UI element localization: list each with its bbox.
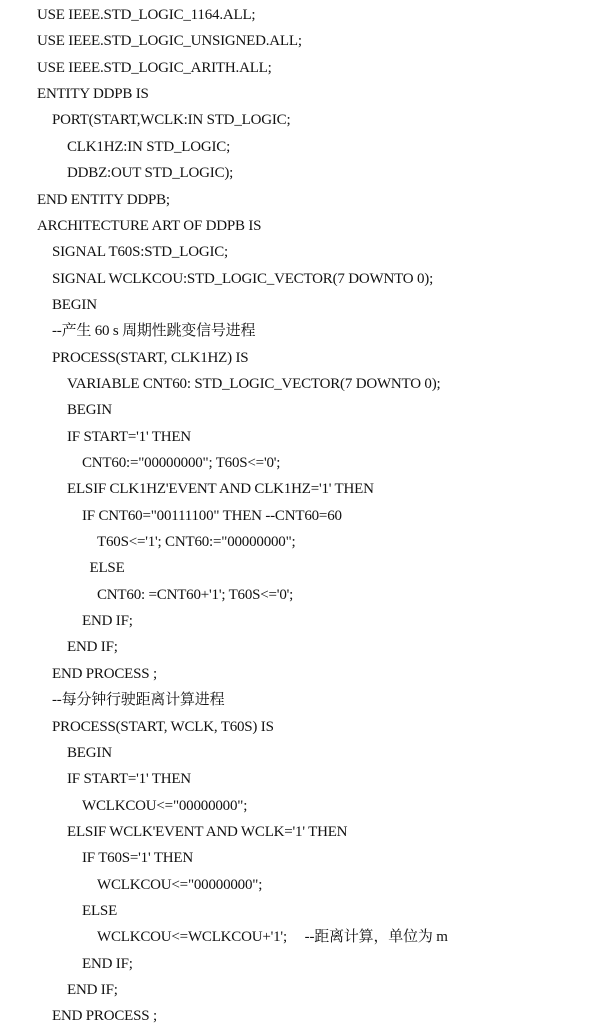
code-line: USE IEEE.STD_LOGIC_UNSIGNED.ALL; bbox=[37, 33, 302, 50]
code-line: ELSIF CLK1HZ'EVENT AND CLK1HZ='1' THEN bbox=[67, 481, 374, 498]
code-line: ELSE bbox=[89, 560, 125, 577]
code-line: IF T60S='1' THEN bbox=[82, 850, 193, 867]
code-line: END IF; bbox=[67, 639, 118, 656]
code-line: CNT60:="00000000"; T60S<='0'; bbox=[82, 455, 281, 471]
code-line: END PROCESS ; bbox=[52, 665, 157, 682]
code-line: VARIABLE CNT60: STD_LOGIC_VECTOR(7 DOWNTO 0); bbox=[67, 375, 441, 392]
code-line: END IF; bbox=[82, 613, 133, 630]
code-line: T60S<='1'; CNT60:="00000000"; bbox=[97, 534, 296, 550]
code-line: ENTITY DDPB IS bbox=[37, 86, 149, 103]
code-line: ELSIF WCLK'EVENT AND WCLK='1' THEN bbox=[67, 823, 348, 840]
code-line: --产生 60 s 周期性跳变信号进程 bbox=[52, 323, 256, 340]
code-line: END PROCESS ; bbox=[52, 1008, 157, 1025]
code-line: --每分钟行驶距离计算进程 bbox=[52, 692, 225, 709]
code-line: CNT60: =CNT60+'1'; T60S<='0'; bbox=[97, 586, 294, 603]
code-line: PROCESS(START, WCLK, T60S) IS bbox=[52, 718, 274, 735]
code-line: END IF; bbox=[67, 982, 118, 998]
code-line: PORT(START,WCLK:IN STD_LOGIC; bbox=[52, 112, 291, 129]
code-line: WCLKCOU<="00000000"; bbox=[97, 876, 263, 893]
code-line: ELSE bbox=[82, 902, 118, 919]
code-line: BEGIN bbox=[67, 744, 112, 761]
code-line: SIGNAL WCLKCOU:STD_LOGIC_VECTOR(7 DOWNTO 0); bbox=[52, 270, 434, 287]
code-line: WCLKCOU<="00000000"; bbox=[82, 797, 248, 814]
code-line: DDBZ:OUT STD_LOGIC); bbox=[67, 165, 234, 182]
code-line: IF START='1' THEN bbox=[67, 428, 191, 445]
code-line: USE IEEE.STD_LOGIC_1164.ALL; bbox=[37, 7, 256, 23]
code-line: END IF; bbox=[82, 955, 133, 972]
code-line: WCLKCOU<=WCLKCOU+'1'; --距离计算，单位为 m bbox=[97, 929, 448, 946]
code-line: USE IEEE.STD_LOGIC_ARITH.ALL; bbox=[37, 59, 272, 76]
code-line: BEGIN bbox=[52, 296, 97, 313]
code-line: PROCESS(START, CLK1HZ) IS bbox=[52, 349, 249, 366]
code-line: CLK1HZ:IN STD_LOGIC; bbox=[67, 138, 231, 155]
code-line: END ENTITY DDPB; bbox=[37, 191, 170, 208]
code-line: BEGIN bbox=[67, 402, 112, 419]
code-line: IF START='1' THEN bbox=[67, 771, 191, 788]
code-line: IF CNT60="00111100" THEN --CNT60=60 bbox=[82, 507, 342, 524]
code-line: SIGNAL T60S:STD_LOGIC; bbox=[52, 244, 229, 261]
code-line: ARCHITECTURE ART OF DDPB IS bbox=[37, 217, 262, 234]
